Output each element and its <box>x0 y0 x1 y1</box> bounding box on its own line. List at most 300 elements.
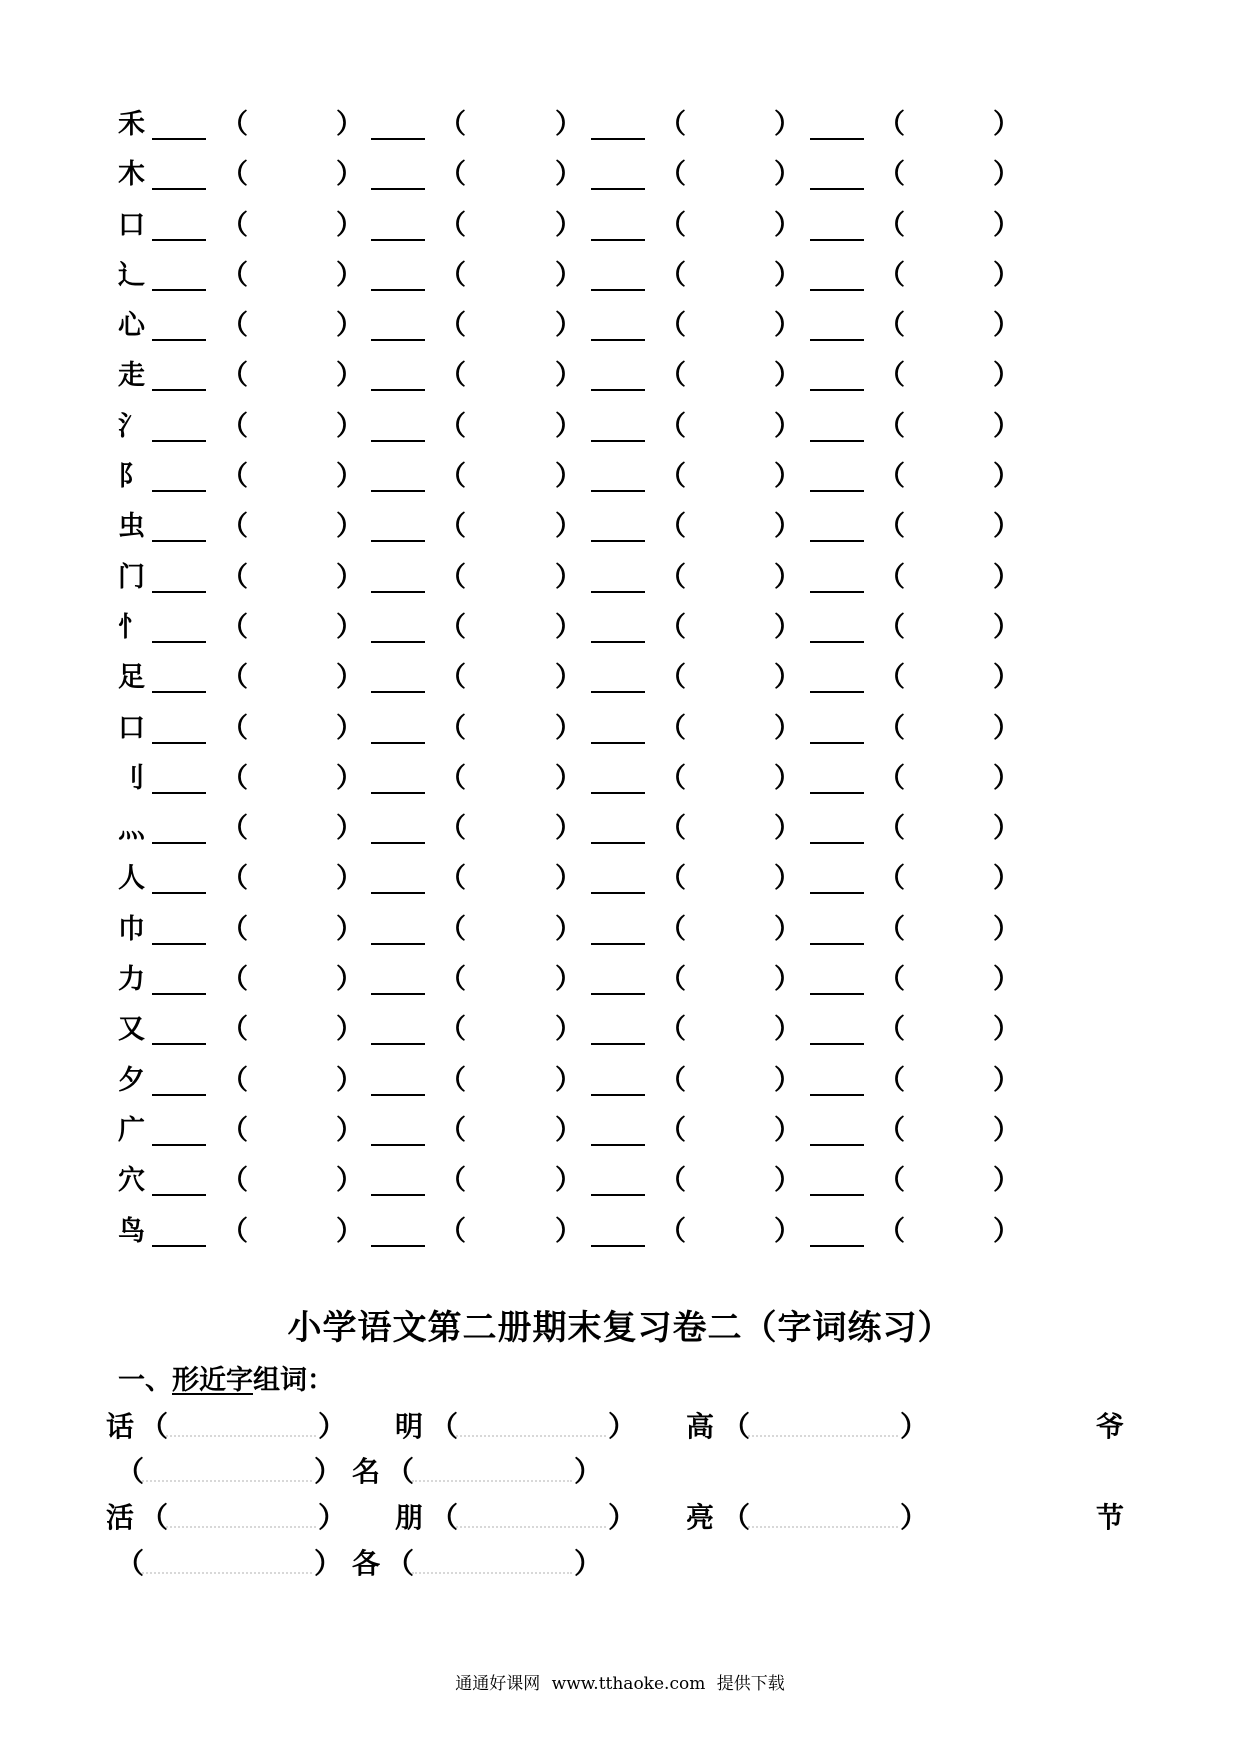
answer-blank[interactable] <box>152 792 206 794</box>
paren-open: （ <box>659 1215 686 1247</box>
paren-close: ） <box>555 611 582 643</box>
answer-blank[interactable] <box>371 389 425 391</box>
answer-blank[interactable] <box>152 1094 206 1096</box>
paren-close: ） <box>608 1501 637 1534</box>
paren-close: ） <box>774 1215 801 1247</box>
radical-char: 虫 <box>118 511 145 543</box>
paren-open: （ <box>878 109 905 140</box>
paren-close: ） <box>993 712 1020 744</box>
footer-site-name: 通通好课网 <box>455 1674 541 1694</box>
paren-close: ） <box>574 1455 603 1488</box>
answer-blank[interactable] <box>810 540 864 542</box>
answer-blank[interactable] <box>371 1094 425 1096</box>
paren-close: ） <box>993 1064 1020 1096</box>
paren-open: （ <box>439 813 466 845</box>
char-1: 话 <box>106 1410 135 1443</box>
paren-open: （ <box>221 762 248 794</box>
paren-open: （ <box>221 310 248 342</box>
answer-blank[interactable] <box>591 842 645 844</box>
answer-blank[interactable] <box>152 641 206 643</box>
answer-blank[interactable] <box>591 591 645 593</box>
radical-char: 鸟 <box>118 1215 145 1247</box>
paren-close: ） <box>336 109 363 140</box>
radical-char: 巾 <box>118 913 145 945</box>
paren-close: ） <box>555 109 582 140</box>
answer-blank[interactable] <box>152 892 206 894</box>
answer-blank[interactable] <box>810 1043 864 1045</box>
answer-blank[interactable] <box>810 389 864 391</box>
answer-blank[interactable] <box>152 993 206 995</box>
answer-blank[interactable] <box>412 1572 572 1574</box>
paren-close: ） <box>336 259 363 291</box>
radical-row <box>118 460 1018 510</box>
answer-blank[interactable] <box>810 591 864 593</box>
char-2: 明 <box>395 1410 424 1443</box>
paren-open: （ <box>439 762 466 794</box>
paren-open: （ <box>878 964 905 996</box>
paren-open: （ <box>659 611 686 643</box>
paren-open: （ <box>439 1114 466 1146</box>
paren-open: （ <box>116 1547 145 1580</box>
answer-blank[interactable] <box>371 792 425 794</box>
paren-open: （ <box>221 561 248 593</box>
radical-char: 刂 <box>118 762 145 794</box>
paren-open: （ <box>659 561 686 593</box>
paren-open: （ <box>439 360 466 392</box>
answer-blank[interactable] <box>810 993 864 995</box>
paren-open: （ <box>221 813 248 845</box>
answer-blank[interactable] <box>810 641 864 643</box>
section-number: 一、 <box>118 1365 172 1396</box>
paren-open: （ <box>221 662 248 694</box>
answer-blank[interactable] <box>748 1526 898 1528</box>
answer-blank[interactable] <box>810 138 864 140</box>
answer-blank[interactable] <box>810 1245 864 1247</box>
paren-open: （ <box>659 662 686 694</box>
paren-close: ） <box>555 1215 582 1247</box>
answer-blank[interactable] <box>142 1480 312 1482</box>
section-heading <box>118 1364 334 1398</box>
page-footer <box>0 1672 1240 1696</box>
answer-blank[interactable] <box>591 289 645 291</box>
paren-close: ） <box>774 461 801 493</box>
paren-close: ） <box>774 1014 801 1046</box>
answer-blank[interactable] <box>152 389 206 391</box>
paren-open: （ <box>221 1165 248 1197</box>
paren-close: ） <box>555 662 582 694</box>
paren-close: ） <box>993 611 1020 643</box>
paren-open: （ <box>878 762 905 794</box>
answer-blank[interactable] <box>810 1094 864 1096</box>
paren-close: ） <box>774 209 801 241</box>
paren-open: （ <box>659 1014 686 1046</box>
answer-blank[interactable] <box>371 440 425 442</box>
answer-blank[interactable] <box>371 339 425 341</box>
radical-row <box>118 1013 1018 1063</box>
radical-row <box>118 561 1018 611</box>
paren-open: （ <box>659 360 686 392</box>
paren-open: （ <box>659 209 686 241</box>
paren-open: （ <box>878 1114 905 1146</box>
section-underlined-text: 形近字 <box>172 1365 253 1396</box>
paren-close: ） <box>555 159 582 191</box>
answer-blank[interactable] <box>810 742 864 744</box>
paren-close: ） <box>555 209 582 241</box>
paren-close: ） <box>336 511 363 543</box>
paren-open: （ <box>878 662 905 694</box>
answer-blank[interactable] <box>371 138 425 140</box>
paren-open: （ <box>116 1455 145 1488</box>
radical-char: 灬 <box>118 813 145 845</box>
paren-open: （ <box>439 712 466 744</box>
paren-open: （ <box>221 410 248 442</box>
answer-blank[interactable] <box>152 1194 206 1196</box>
paren-close: ） <box>555 561 582 593</box>
answer-blank[interactable] <box>166 1435 316 1437</box>
paren-open: （ <box>439 259 466 291</box>
radical-row <box>118 410 1018 460</box>
radical-char: 辶 <box>118 259 145 291</box>
paren-open: （ <box>221 1215 248 1247</box>
radical-row <box>118 309 1018 359</box>
answer-blank[interactable] <box>166 1526 316 1528</box>
answer-blank[interactable] <box>152 1144 206 1146</box>
answer-blank[interactable] <box>810 490 864 492</box>
answer-blank[interactable] <box>810 1144 864 1146</box>
paren-open: （ <box>659 813 686 845</box>
paren-open: （ <box>878 1165 905 1197</box>
paren-close: ） <box>555 1165 582 1197</box>
paren-open: （ <box>439 109 466 140</box>
paren-open: （ <box>878 712 905 744</box>
paren-open: （ <box>439 561 466 593</box>
paren-open: （ <box>659 511 686 543</box>
answer-blank[interactable] <box>152 490 206 492</box>
paren-close: ） <box>336 209 363 241</box>
answer-blank[interactable] <box>591 1194 645 1196</box>
answer-blank[interactable] <box>591 389 645 391</box>
answer-blank[interactable] <box>748 1435 898 1437</box>
answer-blank[interactable] <box>371 892 425 894</box>
paren-close: ） <box>993 813 1020 845</box>
radical-char: 门 <box>118 561 145 593</box>
paren-open: （ <box>878 813 905 845</box>
answer-blank[interactable] <box>810 943 864 945</box>
answer-blank[interactable] <box>371 1194 425 1196</box>
answer-blank[interactable] <box>810 892 864 894</box>
radical-char: 又 <box>118 1014 145 1046</box>
char-1: 活 <box>106 1501 135 1534</box>
paren-close: ） <box>774 360 801 392</box>
radical-char: 木 <box>118 159 145 191</box>
paren-open: （ <box>140 1410 169 1443</box>
answer-blank[interactable] <box>152 1245 206 1247</box>
paren-close: ） <box>555 913 582 945</box>
answer-blank[interactable] <box>591 641 645 643</box>
word-row-1b <box>0 1454 1240 1490</box>
paren-close: ） <box>555 310 582 342</box>
paren-open: （ <box>430 1501 459 1534</box>
answer-blank[interactable] <box>810 691 864 693</box>
answer-blank[interactable] <box>152 591 206 593</box>
answer-blank[interactable] <box>371 742 425 744</box>
radical-char: 足 <box>118 662 145 694</box>
paren-close: ） <box>774 109 801 140</box>
paren-open: （ <box>386 1547 415 1580</box>
radical-row <box>118 913 1018 963</box>
radical-row <box>118 712 1018 762</box>
answer-blank[interactable] <box>810 440 864 442</box>
paren-open: （ <box>221 611 248 643</box>
paren-close: ） <box>336 863 363 895</box>
paren-close: ） <box>993 762 1020 794</box>
paren-close: ） <box>774 913 801 945</box>
answer-blank[interactable] <box>371 943 425 945</box>
answer-blank[interactable] <box>810 842 864 844</box>
answer-blank[interactable] <box>591 943 645 945</box>
answer-blank[interactable] <box>152 742 206 744</box>
answer-blank[interactable] <box>152 339 206 341</box>
paren-close: ） <box>774 712 801 744</box>
paren-open: （ <box>659 1165 686 1197</box>
paren-open: （ <box>659 863 686 895</box>
answer-blank[interactable] <box>152 691 206 693</box>
answer-blank[interactable] <box>371 691 425 693</box>
paren-open: （ <box>659 712 686 744</box>
paren-close: ） <box>336 159 363 191</box>
paren-open: （ <box>878 259 905 291</box>
paren-open: （ <box>221 159 248 191</box>
paren-open: （ <box>878 511 905 543</box>
paren-close: ） <box>336 913 363 945</box>
paren-open: （ <box>221 1064 248 1096</box>
footer-note: 提供下载 <box>716 1674 785 1694</box>
paren-close: ） <box>608 1410 637 1443</box>
radical-row <box>118 209 1018 259</box>
footer-url[interactable]: www.tthaoke.com <box>551 1674 706 1694</box>
radical-row <box>118 812 1018 862</box>
paren-close: ） <box>555 1114 582 1146</box>
paren-close: ） <box>774 511 801 543</box>
paren-open: （ <box>140 1501 169 1534</box>
answer-blank[interactable] <box>152 440 206 442</box>
paren-close: ） <box>993 209 1020 241</box>
paren-close: ） <box>993 159 1020 191</box>
radical-row <box>118 1114 1018 1164</box>
paren-close: ） <box>774 159 801 191</box>
answer-blank[interactable] <box>371 842 425 844</box>
paren-close: ） <box>993 1014 1020 1046</box>
answer-blank[interactable] <box>371 540 425 542</box>
paren-open: （ <box>439 913 466 945</box>
radical-row <box>118 158 1018 208</box>
paren-close: ） <box>993 561 1020 593</box>
paren-open: （ <box>221 712 248 744</box>
paren-open: （ <box>439 159 466 191</box>
paren-close: ） <box>336 1215 363 1247</box>
paren-close: ） <box>555 762 582 794</box>
answer-blank[interactable] <box>152 188 206 190</box>
answer-blank[interactable] <box>152 842 206 844</box>
paren-open: （ <box>878 1014 905 1046</box>
paren-open: （ <box>722 1501 751 1534</box>
paren-close: ） <box>555 712 582 744</box>
answer-blank[interactable] <box>371 239 425 241</box>
answer-blank[interactable] <box>810 239 864 241</box>
answer-blank[interactable] <box>371 641 425 643</box>
answer-blank[interactable] <box>456 1526 606 1528</box>
answer-blank[interactable] <box>152 540 206 542</box>
paren-close: ） <box>774 964 801 996</box>
paren-open: （ <box>659 1064 686 1096</box>
radical-char: 力 <box>118 964 145 996</box>
paren-open: （ <box>878 360 905 392</box>
paren-close: ） <box>555 813 582 845</box>
paren-close: ） <box>993 461 1020 493</box>
answer-blank[interactable] <box>152 289 206 291</box>
paren-open: （ <box>386 1455 415 1488</box>
answer-blank[interactable] <box>371 188 425 190</box>
answer-blank[interactable] <box>591 239 645 241</box>
paren-close: ） <box>993 511 1020 543</box>
paren-close: ） <box>336 310 363 342</box>
paren-close: ） <box>555 1064 582 1096</box>
paren-close: ） <box>993 1165 1020 1197</box>
answer-blank[interactable] <box>591 490 645 492</box>
paren-open: （ <box>439 964 466 996</box>
paren-close: ） <box>336 360 363 392</box>
paren-open: （ <box>659 310 686 342</box>
paren-close: ） <box>314 1455 343 1488</box>
answer-blank[interactable] <box>591 138 645 140</box>
char-5: 名 <box>352 1455 381 1488</box>
paren-open: （ <box>430 1410 459 1443</box>
paren-close: ） <box>336 1165 363 1197</box>
answer-blank[interactable] <box>591 1144 645 1146</box>
radical-row <box>118 1215 1018 1265</box>
paren-open: （ <box>878 1064 905 1096</box>
radical-row <box>118 963 1018 1013</box>
answer-blank[interactable] <box>810 289 864 291</box>
paren-open: （ <box>439 863 466 895</box>
paren-open: （ <box>659 964 686 996</box>
answer-blank[interactable] <box>591 339 645 341</box>
radical-char: 走 <box>118 360 145 392</box>
answer-blank[interactable] <box>152 239 206 241</box>
paren-close: ） <box>774 410 801 442</box>
paren-close: ） <box>574 1547 603 1580</box>
answer-blank[interactable] <box>591 1094 645 1096</box>
answer-blank[interactable] <box>371 591 425 593</box>
paren-open: （ <box>439 611 466 643</box>
answer-blank[interactable] <box>371 1245 425 1247</box>
radical-char: 阝 <box>118 461 145 493</box>
answer-blank[interactable] <box>810 339 864 341</box>
radical-char: 人 <box>118 863 145 895</box>
paren-close: ） <box>993 863 1020 895</box>
paren-close: ） <box>336 712 363 744</box>
answer-blank[interactable] <box>371 490 425 492</box>
paren-close: ） <box>555 511 582 543</box>
paren-close: ） <box>993 310 1020 342</box>
answer-blank[interactable] <box>591 540 645 542</box>
char-3: 亮 <box>686 1501 715 1534</box>
paren-close: ） <box>774 813 801 845</box>
answer-blank[interactable] <box>591 188 645 190</box>
paren-close: ） <box>555 964 582 996</box>
answer-blank[interactable] <box>591 892 645 894</box>
word-row-2b <box>0 1546 1240 1582</box>
answer-blank[interactable] <box>152 1043 206 1045</box>
answer-blank[interactable] <box>142 1572 312 1574</box>
paren-open: （ <box>878 461 905 493</box>
paren-close: ） <box>900 1410 929 1443</box>
paren-close: ） <box>774 310 801 342</box>
radical-row <box>118 359 1018 409</box>
paren-close: ） <box>555 461 582 493</box>
answer-blank[interactable] <box>810 792 864 794</box>
answer-blank[interactable] <box>591 792 645 794</box>
answer-blank[interactable] <box>371 1043 425 1045</box>
answer-blank[interactable] <box>810 188 864 190</box>
radical-char: 口 <box>118 712 145 744</box>
answer-blank[interactable] <box>152 138 206 140</box>
radical-char: 穴 <box>118 1165 145 1197</box>
paren-open: （ <box>221 1014 248 1046</box>
answer-blank[interactable] <box>591 691 645 693</box>
answer-blank[interactable] <box>412 1480 572 1482</box>
paren-open: （ <box>878 310 905 342</box>
paren-close: ） <box>993 410 1020 442</box>
char-4: 节 <box>1096 1501 1125 1534</box>
paren-close: ） <box>336 611 363 643</box>
paren-close: ） <box>318 1410 347 1443</box>
radical-row <box>118 259 1018 309</box>
paren-open: （ <box>878 561 905 593</box>
paren-close: ） <box>774 1165 801 1197</box>
paren-open: （ <box>439 511 466 543</box>
char-3: 高 <box>686 1410 715 1443</box>
paren-open: （ <box>439 1215 466 1247</box>
paren-close: ） <box>336 410 363 442</box>
answer-blank[interactable] <box>591 742 645 744</box>
paren-open: （ <box>439 1014 466 1046</box>
char-4: 爷 <box>1096 1410 1125 1443</box>
paren-close: ） <box>993 964 1020 996</box>
paren-open: （ <box>439 310 466 342</box>
answer-blank[interactable] <box>152 943 206 945</box>
answer-blank[interactable] <box>371 1144 425 1146</box>
answer-blank[interactable] <box>456 1435 606 1437</box>
answer-blank[interactable] <box>591 993 645 995</box>
paren-open: （ <box>659 461 686 493</box>
paren-open: （ <box>659 109 686 140</box>
paren-close: ） <box>555 360 582 392</box>
paren-close: ） <box>336 1064 363 1096</box>
paren-close: ） <box>314 1547 343 1580</box>
paren-close: ） <box>336 561 363 593</box>
paren-open: （ <box>659 913 686 945</box>
paren-close: ） <box>336 461 363 493</box>
answer-blank[interactable] <box>371 993 425 995</box>
radical-row <box>118 510 1018 560</box>
answer-blank[interactable] <box>591 440 645 442</box>
answer-blank[interactable] <box>810 1194 864 1196</box>
answer-blank[interactable] <box>371 289 425 291</box>
answer-blank[interactable] <box>591 1043 645 1045</box>
answer-blank[interactable] <box>591 1245 645 1247</box>
paren-open: （ <box>878 209 905 241</box>
